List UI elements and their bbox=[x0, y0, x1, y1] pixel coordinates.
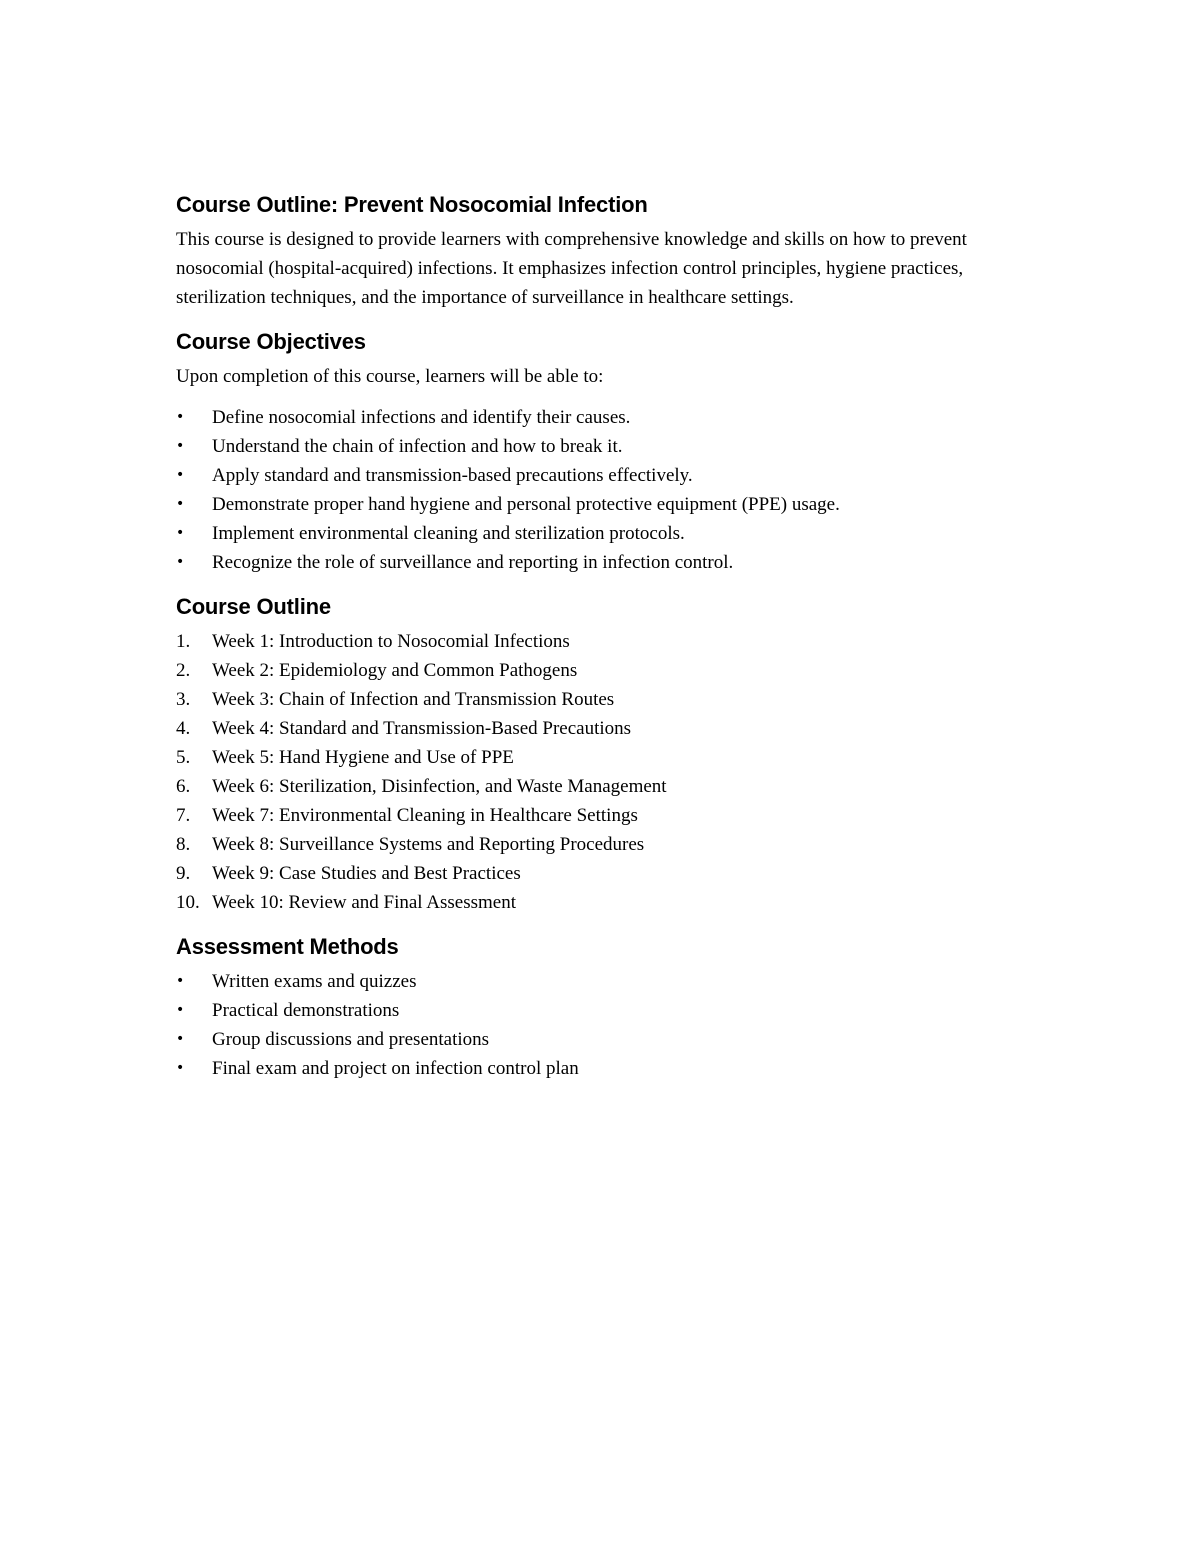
assessment-text: Final exam and project on infection control plan bbox=[212, 1058, 579, 1079]
week-text: Week 8: Surveillance Systems and Reporting Procedures bbox=[212, 834, 645, 855]
objectives-list bbox=[176, 403, 1036, 577]
outline-heading: Course Outline bbox=[176, 594, 331, 619]
bullet-icon: • bbox=[176, 409, 185, 425]
objective-text: Recognize the role of surveillance and reporting in infection control. bbox=[212, 552, 734, 573]
assessment-text: Group discussions and presentations bbox=[212, 1029, 490, 1050]
objectives-heading: Course Objectives bbox=[176, 329, 366, 354]
item-number: 9. bbox=[176, 863, 191, 884]
list-item bbox=[176, 967, 1036, 996]
objective-text: Understand the chain of infection and how to break it. bbox=[212, 436, 623, 457]
list-item bbox=[176, 685, 1036, 714]
list-item bbox=[176, 772, 1036, 801]
list-item bbox=[176, 830, 1036, 859]
objective-text: Implement environmental cleaning and sterilization protocols. bbox=[212, 523, 685, 544]
objectives-lead: Upon completion of this course, learners will be able to: bbox=[176, 366, 604, 387]
list-item bbox=[176, 888, 1036, 917]
item-number: 4. bbox=[176, 718, 191, 739]
list-item bbox=[176, 1025, 1036, 1054]
list-item bbox=[176, 490, 1036, 519]
week-text: Week 6: Sterilization, Disinfection, and Waste Management bbox=[212, 776, 667, 797]
item-number: 1. bbox=[176, 631, 191, 652]
item-number: 5. bbox=[176, 747, 191, 768]
outline-list bbox=[176, 627, 1036, 917]
bullet-icon: • bbox=[176, 1031, 185, 1047]
item-number: 6. bbox=[176, 776, 191, 797]
list-item bbox=[176, 627, 1036, 656]
list-item bbox=[176, 403, 1036, 432]
list-item bbox=[176, 801, 1036, 830]
week-text: Week 3: Chain of Infection and Transmission Routes bbox=[212, 689, 615, 710]
list-item bbox=[176, 519, 1036, 548]
week-text: Week 2: Epidemiology and Common Pathogens bbox=[212, 660, 578, 681]
list-item bbox=[176, 714, 1036, 743]
item-number: 3. bbox=[176, 689, 191, 710]
objective-text: Demonstrate proper hand hygiene and personal protective equipment (PPE) usage. bbox=[212, 494, 840, 515]
bullet-icon: • bbox=[176, 525, 185, 541]
bullet-icon: • bbox=[176, 554, 185, 570]
assessment-list bbox=[176, 967, 1036, 1083]
document-title: Course Outline: Prevent Nosocomial Infection bbox=[176, 192, 648, 217]
assessment-heading: Assessment Methods bbox=[176, 934, 399, 959]
list-item bbox=[176, 859, 1036, 888]
item-number: 8. bbox=[176, 834, 191, 855]
list-item bbox=[176, 461, 1036, 490]
week-text: Week 5: Hand Hygiene and Use of PPE bbox=[212, 747, 514, 768]
objective-text: Define nosocomial infections and identify their causes. bbox=[212, 407, 631, 428]
list-item bbox=[176, 1054, 1036, 1083]
list-item bbox=[176, 656, 1036, 685]
bullet-icon: • bbox=[176, 496, 185, 512]
bullet-icon: • bbox=[176, 467, 185, 483]
week-text: Week 10: Review and Final Assessment bbox=[212, 892, 517, 913]
item-number: 2. bbox=[176, 660, 191, 681]
document-page bbox=[176, 189, 1036, 1095]
intro-paragraph: This course is designed to provide learners with comprehensive knowledge and skills on how to prevent nosocomial (hospital-acquired) infections. It emphasizes infection control principles, hygiene practices, sterilization techniques, and the importance of surveillance in healthcare settings. bbox=[176, 229, 967, 308]
item-number: 7. bbox=[176, 805, 191, 826]
bullet-icon: • bbox=[176, 1060, 185, 1076]
assessment-text: Written exams and quizzes bbox=[212, 971, 417, 992]
list-item bbox=[176, 432, 1036, 461]
objective-text: Apply standard and transmission-based precautions effectively. bbox=[212, 465, 693, 486]
list-item bbox=[176, 743, 1036, 772]
bullet-icon: • bbox=[176, 438, 185, 454]
item-number: 10. bbox=[176, 892, 200, 913]
bullet-icon: • bbox=[176, 1002, 185, 1018]
week-text: Week 4: Standard and Transmission-Based Precautions bbox=[212, 718, 632, 739]
week-text: Week 7: Environmental Cleaning in Healthcare Settings bbox=[212, 805, 638, 826]
list-item bbox=[176, 996, 1036, 1025]
list-item bbox=[176, 548, 1036, 577]
assessment-text: Practical demonstrations bbox=[212, 1000, 400, 1021]
week-text: Week 9: Case Studies and Best Practices bbox=[212, 863, 521, 884]
week-text: Week 1: Introduction to Nosocomial Infections bbox=[212, 631, 570, 652]
bullet-icon: • bbox=[176, 973, 185, 989]
